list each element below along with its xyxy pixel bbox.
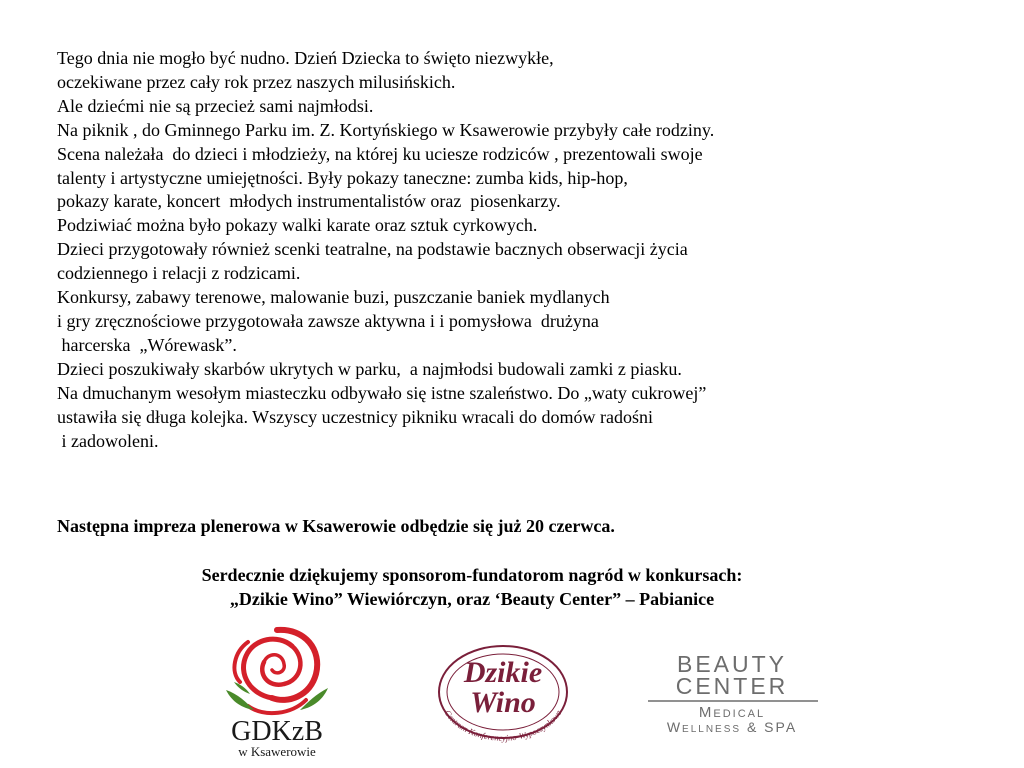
article-line: Scena należała do dzieci i młodzieży, na której ku uciesze rodziców , prezentowali swoje (57, 143, 703, 164)
article-line: pokazy karate, koncert młodych instrumentalistów oraz piosenkarzy. (57, 191, 561, 212)
dzikie-wino-line2: Wino (470, 686, 536, 719)
sponsor-thanks-line: Serdecznie dziękujemy sponsorom-fundatorom nagród w konkursach: (201, 565, 743, 585)
beauty-center-line4: Wellness & SPA (666, 719, 798, 735)
article-line: Konkursy, zabawy terenowe, malowanie buzi, puszczanie baniek mydlanych (57, 287, 610, 308)
article-line: Tego dnia nie mogło być nudno. Dzień Dziecka to święto niezwykłe, (57, 48, 554, 68)
gdkzb-title: GDKzB (231, 716, 323, 747)
beauty-center-line1: BEAUTY (676, 651, 788, 677)
next-event-announcement: Następna impreza plenerowa w Ksawerowie odbędzie się już 20 czerwca. (57, 516, 615, 536)
article-line: i zadowoleni. (57, 430, 159, 451)
article-line: harcerska „Wórewask”. (57, 334, 237, 355)
beauty-center-line2: CENTER (675, 673, 789, 699)
article-line: oczekiwane przez cały rok przez naszych milusińskich. (57, 71, 456, 92)
sponsor-thanks (0, 563, 944, 611)
beauty-center-logo (640, 650, 825, 735)
sponsor-thanks-line: „Dzikie Wino” Wiewiórczyn, oraz ‘Beauty Center” – Pabianice (229, 589, 715, 609)
article-line: Podziwiać można było pokazy walki karate oraz sztuk cyrkowych. (57, 215, 538, 236)
dzikie-wino-ring-text: Centrum Konferencyjno-Wypoczynkowe (442, 708, 564, 743)
dzikie-wino-line1: Dzikie (463, 656, 543, 689)
article-line: Dzieci przygotowały również scenki teatralne, na podstawie bacznych obserwacji życia (57, 239, 688, 260)
article-body (57, 47, 997, 453)
article-line: Ale dziećmi nie są przecież sami najmłodsi. (57, 95, 374, 116)
article-line: talenty i artystyczne umiejętności. Były pokazy taneczne: zumba kids, hip-hop, (57, 167, 628, 188)
article-line: i gry zręcznościowe przygotowała zawsze aktywna i i pomysłowa drużyna (57, 310, 599, 331)
rose-icon (234, 630, 317, 713)
article-line: ustawiła się długa kolejka. Wszyscy uczestnicy pikniku wracali do domów radośni (57, 406, 654, 427)
article-line: codziennego i relacji z rodzicami. (57, 263, 301, 284)
article-line: Dzieci poszukiwały skarbów ukrytych w parku, a najmłodsi budowali zamki z piasku. (57, 358, 682, 379)
dzikie-wino-logo (418, 638, 588, 746)
article-line: Na piknik , do Gminnego Parku im. Z. Kortyńskiego w Ksawerowie przybyły całe rodziny. (57, 119, 715, 140)
article-line: Na dmuchanym wesołym miasteczku odbywało się istne szaleństwo. Do „waty cukrowej” (57, 382, 707, 403)
gdkzb-subtitle: w Ksawerowie (238, 744, 316, 759)
gdkzb-logo (210, 622, 345, 760)
beauty-center-line3: Medical (698, 704, 766, 721)
